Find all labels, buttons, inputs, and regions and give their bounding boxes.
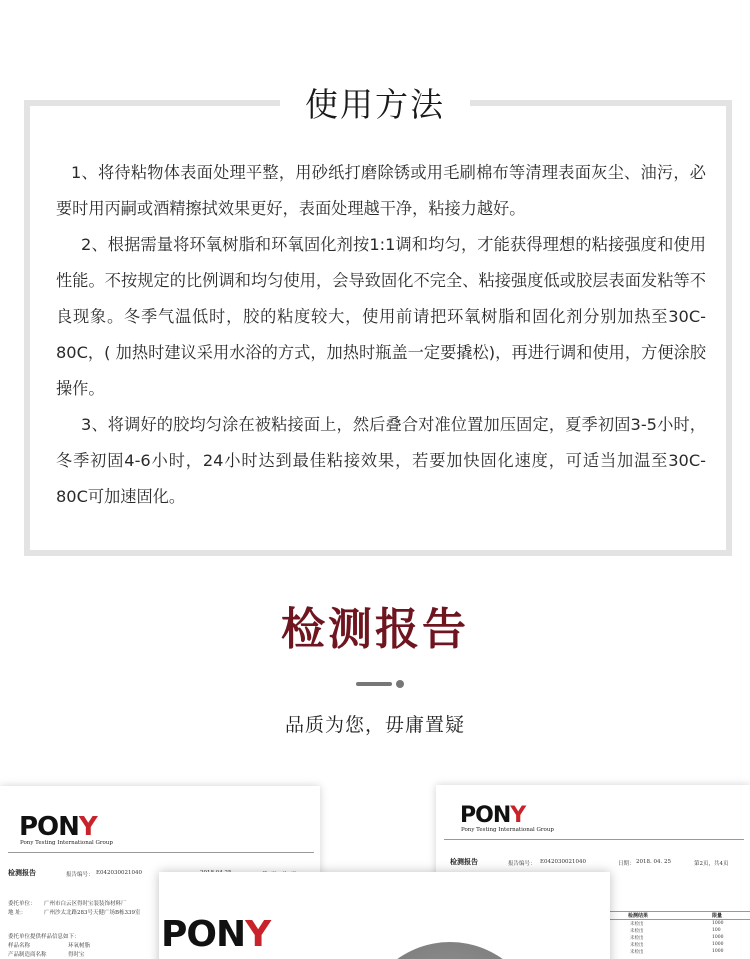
- divider-dot: [396, 680, 404, 688]
- table-cell: 1000: [712, 949, 724, 954]
- report-no: E042030021040: [96, 870, 143, 876]
- usage-title: 使用方法: [280, 80, 470, 130]
- client-label: 委托单位：: [8, 901, 36, 907]
- logo-tagline: Pony Testing International Group: [461, 827, 554, 833]
- report-no: E042030021040: [540, 859, 587, 865]
- client-value: 广州市白云区得时宝装装饰材料厂: [44, 901, 127, 907]
- report-no-label: 报告编号：: [508, 861, 536, 867]
- usage-step-1: 1、将待粘物体表面处理平整，用砂纸打磨除锈或用毛刷棉布等清理表面灰尘、油污，必要时用丙嗣或酒精擦拭效果更好，表面处理越干净，粘接力越好。: [56, 163, 706, 218]
- address-label: 地 址：: [8, 910, 27, 916]
- pony-logo: PONY: [161, 914, 271, 955]
- table-header-limit: 限量: [712, 913, 723, 919]
- divider-line: [444, 839, 744, 840]
- table-rule: [610, 919, 750, 920]
- sample-name-value: 环氧树脂: [68, 943, 91, 949]
- usage-instructions: [56, 155, 706, 515]
- table-cell: 未检出: [630, 929, 644, 934]
- table-cell: 1000: [712, 942, 724, 947]
- divider-bar: [356, 682, 392, 686]
- table-cell: 未检出: [630, 943, 644, 948]
- usage-step-2: 2、根据需量将环氧树脂和环氧固化剂按1:1调和均匀，才能获得理想的粘接强度和使用性能。不按规定的比例调和均匀使用，会导致固化不完全、粘接强度低或胶层表面发粘等不良现象。冬季气温低时，胶的粘度较大，使用前请把环氧树脂和固化剂分别加热至30C-80C，( 加热时建议采用水浴的方式，加热时瓶盖一定要撬松)，再进行调和使用，方便涂胶操作。: [56, 235, 706, 398]
- date-label: 日期：: [618, 861, 635, 867]
- doc-heading: 检测报告: [450, 857, 478, 866]
- report-subtitle: 品质为您，毋庸置疑: [284, 714, 465, 736]
- doc-heading: 检测报告: [8, 868, 36, 877]
- logo-tagline: Pony Testing International Group: [20, 840, 113, 846]
- usage-step-3: 3、将调好的胶均匀涂在被粘接面上，然后叠合对准位置加压固定，夏季初固3-5小时，冬季初固4-6小时，24小时达到最佳粘接效果，若要加快固化速度，可适当加温至30C- 80C可加速固化。: [56, 415, 706, 506]
- report-no-label: 报告编号：: [66, 872, 94, 878]
- date-value: 2018. 04. 25: [636, 859, 671, 865]
- pony-logo: PONY: [19, 812, 97, 842]
- table-cell: 未检出: [630, 950, 644, 955]
- table-cell: 未检出: [630, 936, 644, 941]
- pony-logo: PONY: [460, 803, 526, 828]
- sample-name-label: 样品名称: [8, 943, 31, 949]
- page-number: 第2页，共4页: [694, 861, 729, 867]
- title-divider: [356, 680, 402, 688]
- report-image-front: [159, 872, 610, 959]
- report-title: 检测报告: [281, 604, 469, 655]
- maker-label: 产品制造商名称: [8, 952, 47, 958]
- table-cell: 100: [712, 928, 721, 933]
- maker-value: 得时宝: [68, 952, 85, 958]
- table-cell: 未检出: [630, 922, 644, 927]
- sample-info-label: 委托单位提供样品信息如下：: [8, 934, 80, 940]
- table-cell: 1000: [712, 935, 724, 940]
- address-value: 广州沙太北路283号天健广场B栋339室: [44, 910, 141, 916]
- divider-line: [8, 852, 314, 853]
- table-header-result: 检测结果: [628, 913, 649, 919]
- table-cell: 1000: [712, 921, 724, 926]
